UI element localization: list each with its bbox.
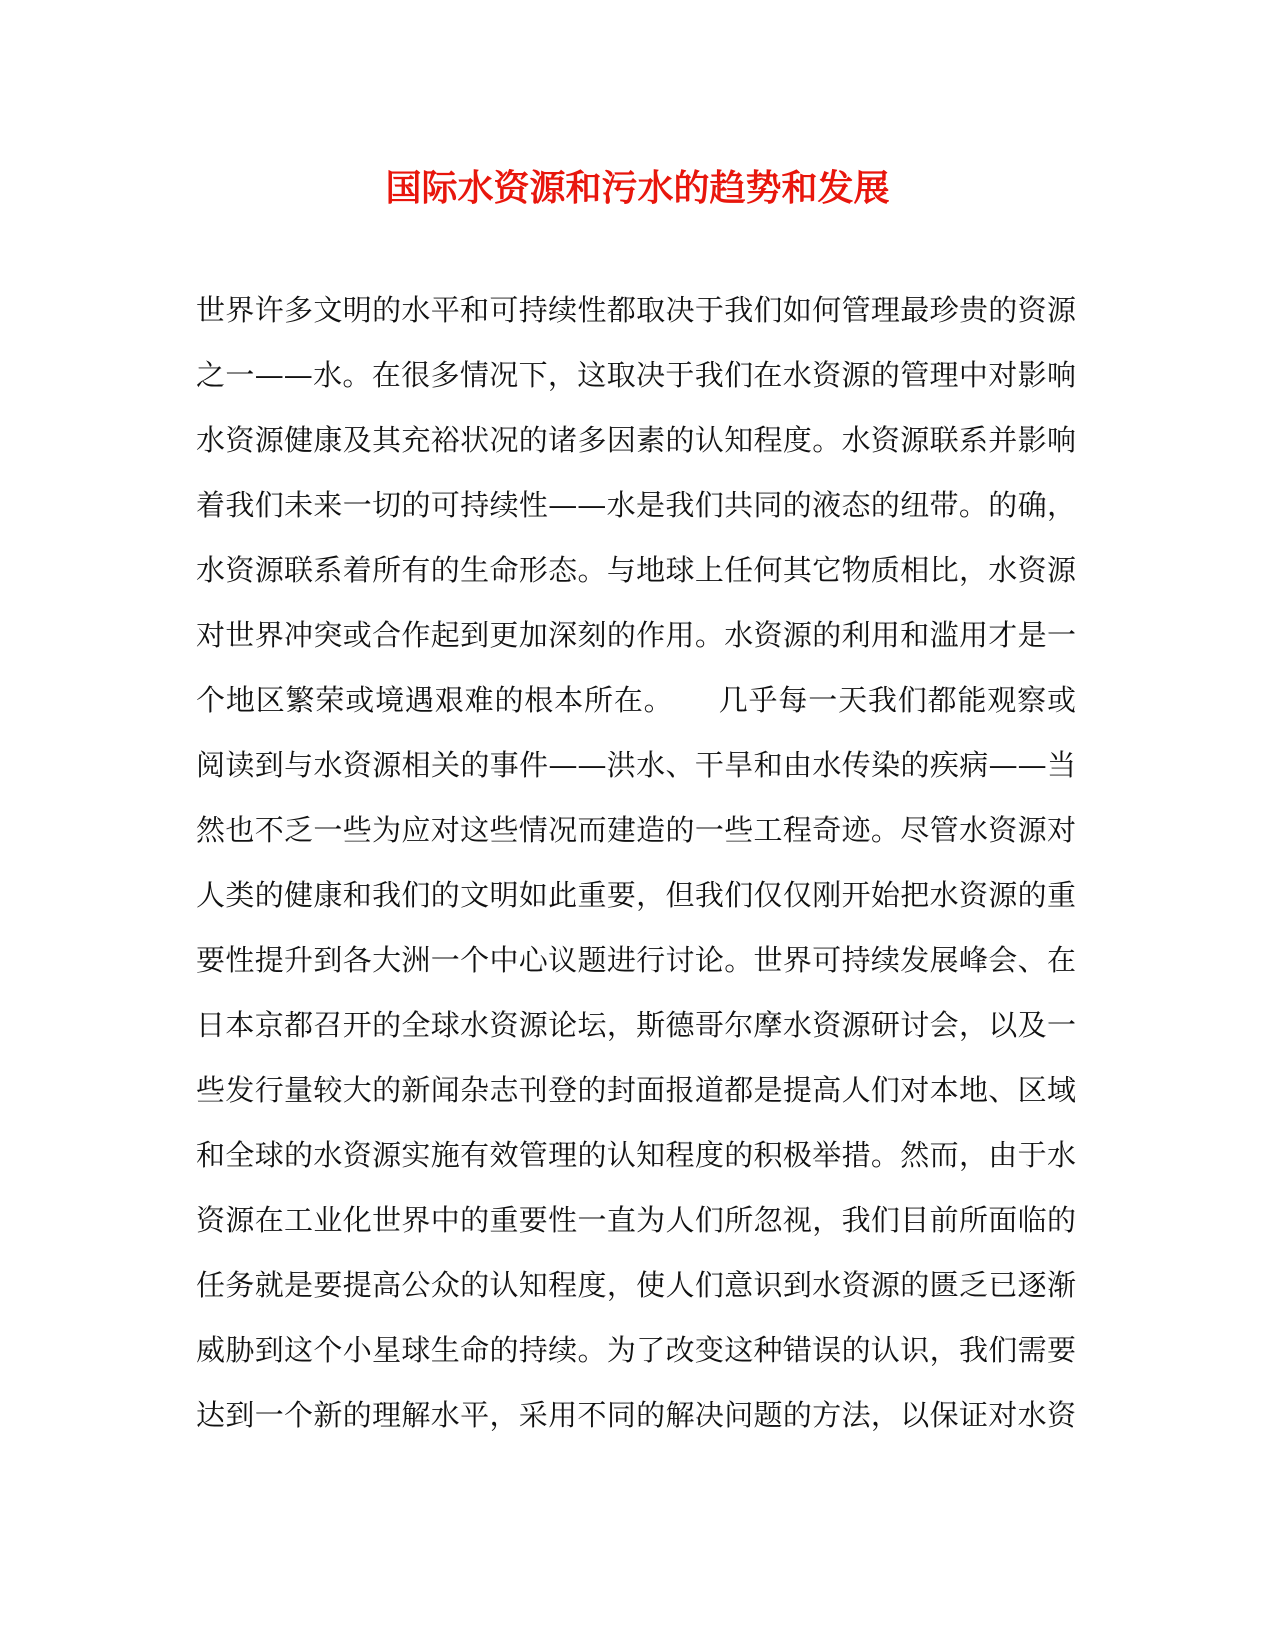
document-body bbox=[196, 288, 1076, 1458]
body-line: 阅读到与水资源相关的事件——洪水、干旱和由水传染的疾病——当 bbox=[196, 748, 1076, 782]
body-line: 对世界冲突或合作起到更加深刻的作用。水资源的利用和滥用才是一 bbox=[196, 618, 1076, 652]
body-line: 人类的健康和我们的文明如此重要，但我们仅仅刚开始把水资源的重 bbox=[196, 878, 1076, 912]
document-title: 国际水资源和污水的趋势和发展 bbox=[385, 167, 890, 209]
body-line: 要性提升到各大洲一个中心议题进行讨论。世界可持续发展峰会、在 bbox=[196, 943, 1076, 977]
body-line: 个地区繁荣或境遇艰难的根本所在。 几乎每一天我们都能观察或 bbox=[196, 683, 1076, 717]
body-line: 任务就是要提高公众的认知程度，使人们意识到水资源的匮乏已逐渐 bbox=[196, 1268, 1076, 1302]
body-line: 水资源健康及其充裕状况的诸多因素的认知程度。水资源联系并影响 bbox=[196, 423, 1076, 457]
body-line: 然也不乏一些为应对这些情况而建造的一些工程奇迹。尽管水资源对 bbox=[196, 813, 1076, 847]
body-line: 资源在工业化世界中的重要性一直为人们所忽视，我们目前所面临的 bbox=[196, 1203, 1076, 1237]
body-line: 着我们未来一切的可持续性——水是我们共同的液态的纽带。的确， bbox=[196, 488, 1076, 522]
body-line: 水资源联系着所有的生命形态。与地球上任何其它物质相比，水资源 bbox=[196, 553, 1076, 587]
body-line: 威胁到这个小星球生命的持续。为了改变这种错误的认识，我们需要 bbox=[196, 1333, 1076, 1367]
body-line: 达到一个新的理解水平，采用不同的解决问题的方法，以保证对水资 bbox=[196, 1398, 1076, 1432]
body-line: 和全球的水资源实施有效管理的认知程度的积极举措。然而，由于水 bbox=[196, 1138, 1076, 1172]
body-line: 些发行量较大的新闻杂志刊登的封面报道都是提高人们对本地、区域 bbox=[196, 1073, 1076, 1107]
body-line: 之一——水。在很多情况下，这取决于我们在水资源的管理中对影响 bbox=[196, 358, 1076, 392]
body-line: 日本京都召开的全球水资源论坛，斯德哥尔摩水资源研讨会，以及一 bbox=[196, 1008, 1076, 1042]
body-line: 世界许多文明的水平和可持续性都取决于我们如何管理最珍贵的资源 bbox=[196, 293, 1076, 327]
